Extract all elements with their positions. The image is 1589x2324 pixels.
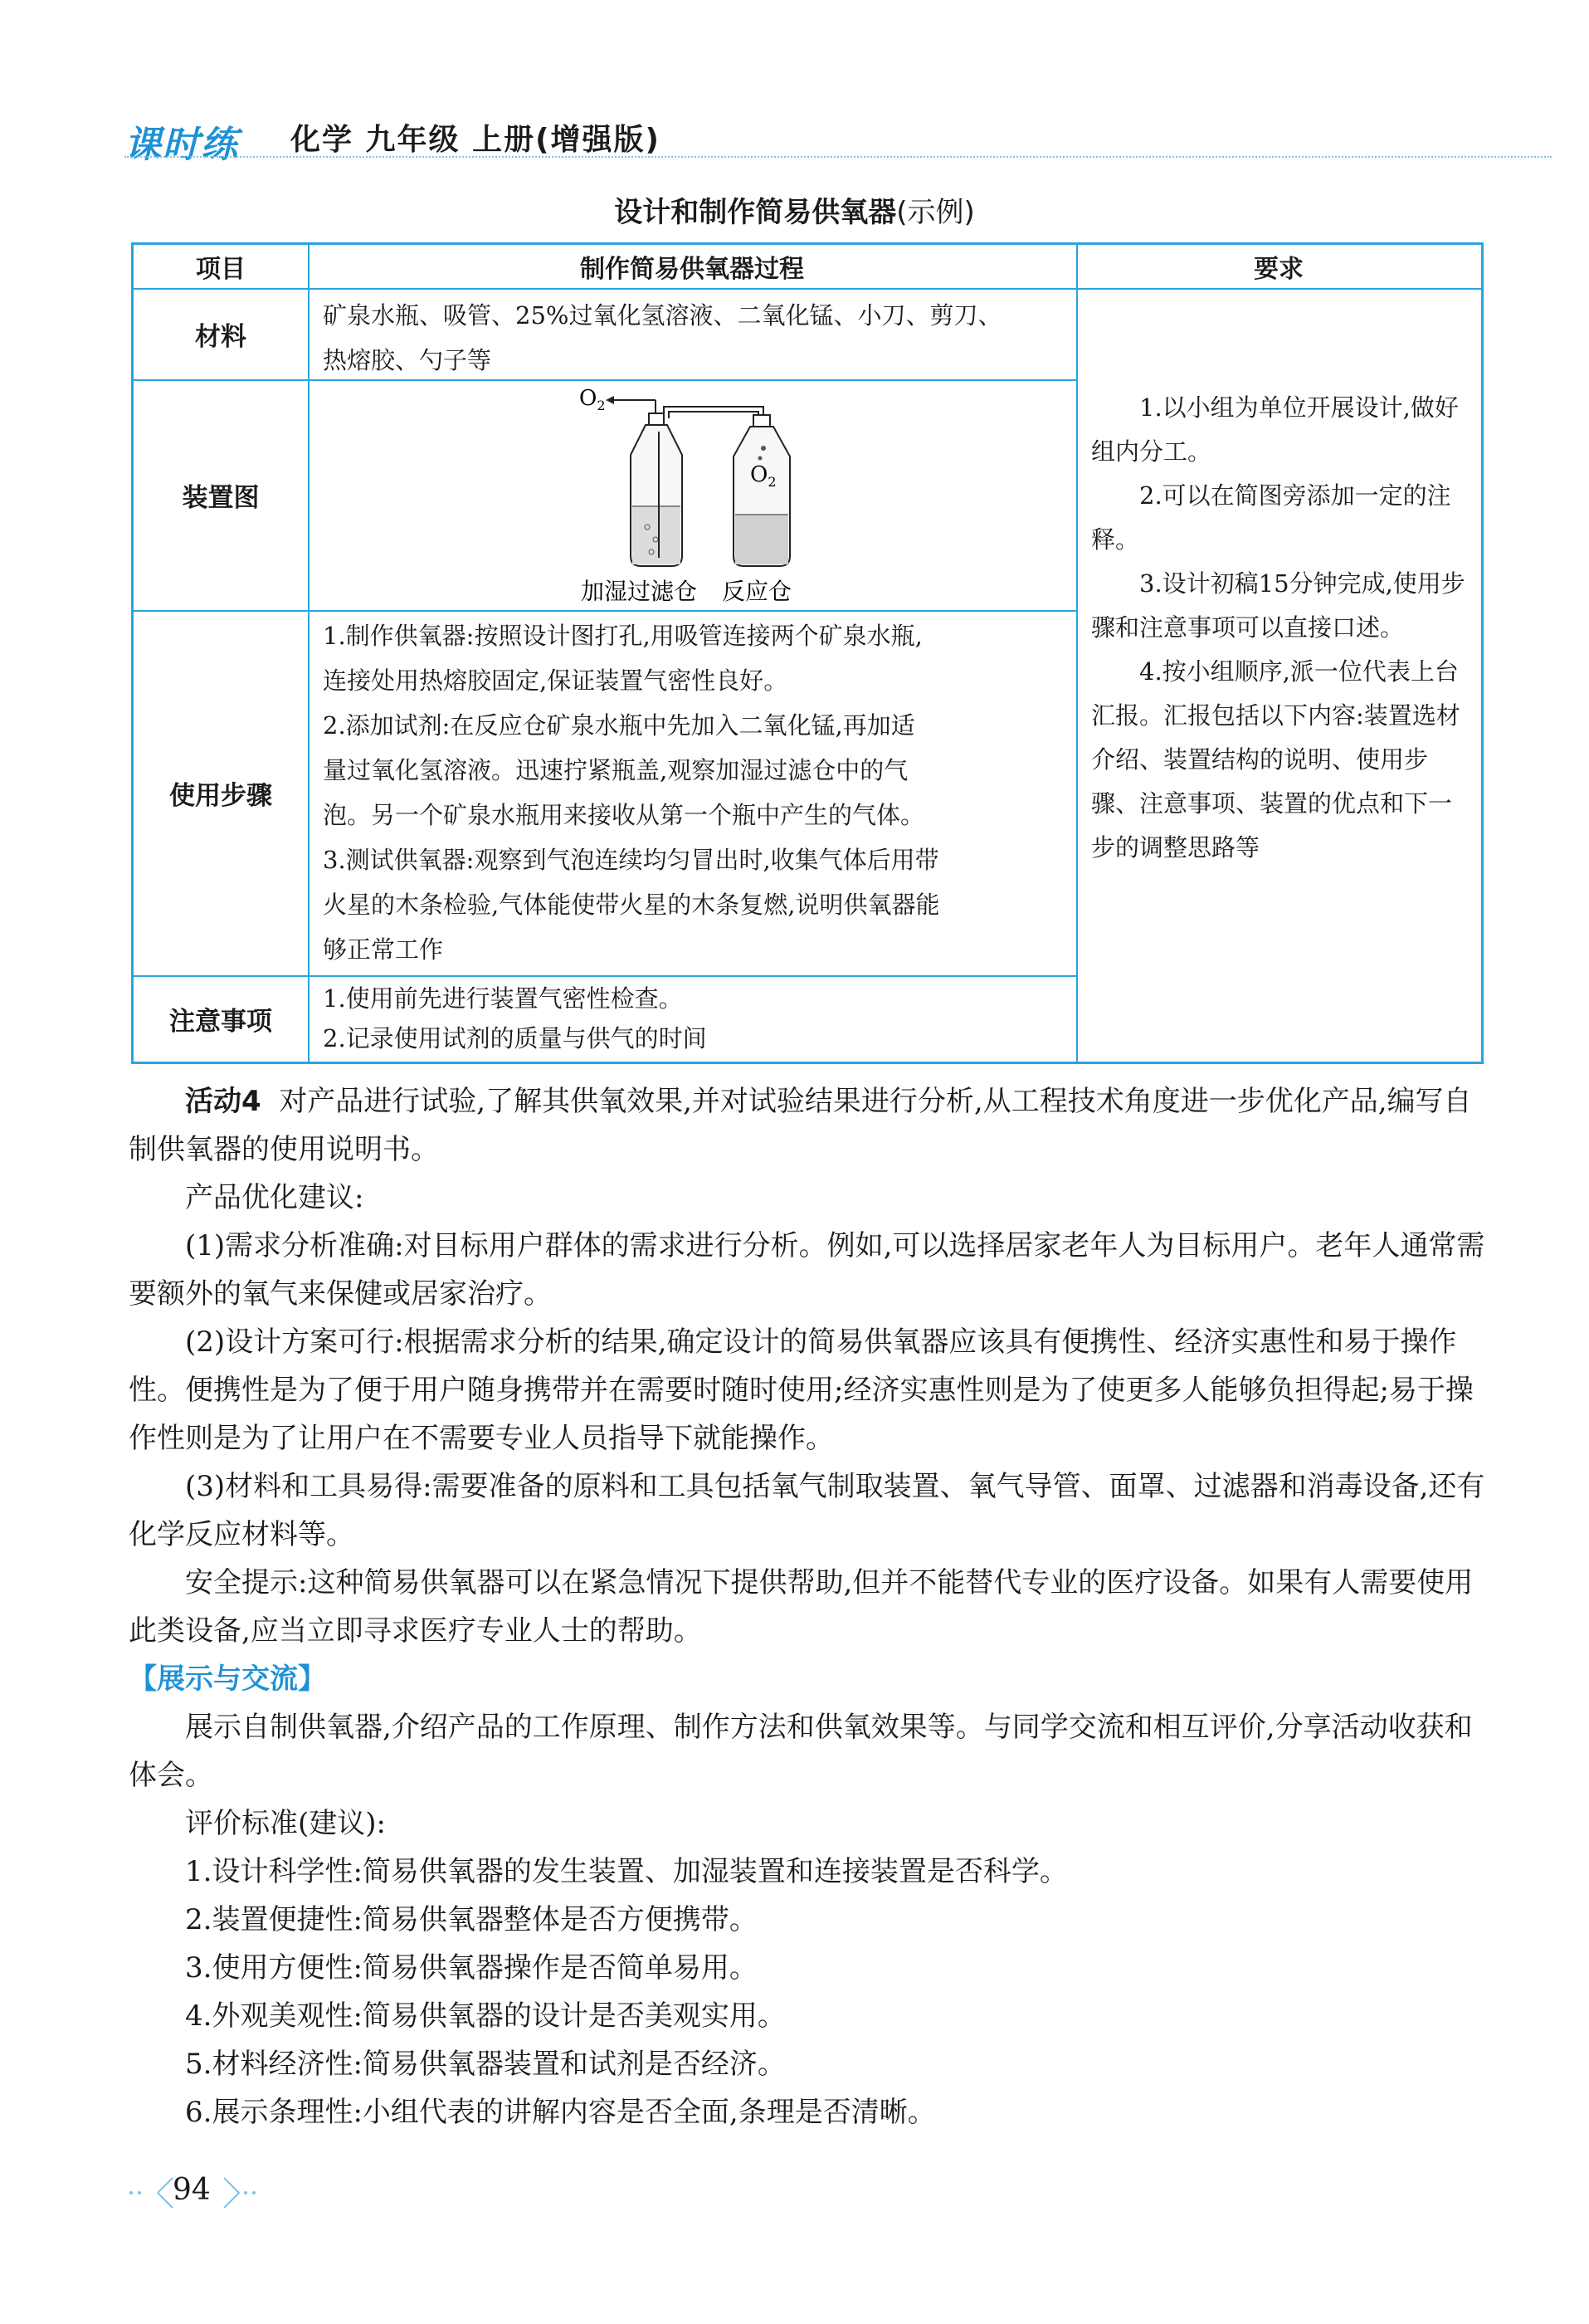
activity4-block [129, 1077, 1489, 2136]
table-title-note: (示例) [896, 196, 975, 229]
notes-line: 1.使用前先进行装置气密性检查。 [323, 984, 683, 1013]
header-divider [124, 156, 1552, 158]
optimization-item: (2)设计方案可行:根据需求分析的结果,确定设计的简易供氧器应该具有便携性、经济实惠性和易于操作性。便携性是为了便于用户随身携带并在需要时随时使用;经济实惠性则是为了使更多人能够负担得起;易于操作性则是为了让用户在不需要专业人员指导下就能操作。 [129, 1326, 1474, 1455]
brand-logo: 课时练 [124, 124, 239, 166]
requirement-item: 1.以小组为单位开展设计,做好组内分工。 [1091, 393, 1459, 466]
outlet-gas-label: $O_2$ [579, 386, 606, 413]
table-header-requirement: 要求 [1254, 255, 1304, 284]
materials-line: 矿泉水瓶、吸管、25%过氧化氢溶液、二氧化锰、小刀、剪刀、 [323, 301, 1002, 330]
table-title-text: 设计和制作简易供氧器 [614, 196, 897, 229]
row-label-notes: 注意事项 [169, 1006, 272, 1037]
row-label-diagram: 装置图 [182, 482, 260, 513]
criteria-item: 6.展示条理性:小组代表的讲解内容是否全面,条理是否清晰。 [185, 2096, 936, 2129]
exhibit-intro: 展示自制供氧器,介绍产品的工作原理、制作方法和供氧效果等。与同学交流和相互评价,分享活动收获和体会。 [129, 1711, 1473, 1792]
criteria-heading: 评价标准(建议): [185, 1807, 386, 1840]
oxygen-device-diagram [573, 382, 888, 606]
reactor-label: 反应仓 [722, 578, 792, 605]
requirement-item: 2.可以在简图旁添加一定的注释。 [1091, 481, 1451, 554]
steps-line: 2.添加试剂:在反应仓矿泉水瓶中先加入二氧化锰,再加适 [323, 711, 915, 740]
row-label-materials: 材料 [195, 321, 246, 352]
table-header-process: 制作简易供氧器过程 [580, 255, 804, 284]
materials-line: 热熔胶、勺子等 [323, 346, 492, 374]
steps-line: 连接处用热熔胶固定,保证装置气密性良好。 [323, 666, 788, 695]
criteria-item: 1.设计科学性:简易供氧器的发生装置、加湿装置和连接装置是否科学。 [185, 1855, 1068, 1888]
criteria-item: 4.外观美观性:简易供氧器的设计是否美观实用。 [185, 1999, 786, 2033]
table-title [0, 189, 1589, 230]
notes-cell [308, 975, 1076, 1062]
materials-cell [308, 288, 1076, 379]
optimization-heading: 产品优化建议: [185, 1181, 364, 1214]
safety-note: 安全提示:这种简易供氧器可以在紧急情况下提供帮助,但并不能替代专业的医疗设备。如果有人需要使用此类设备,应当立即寻求医疗专业人士的帮助。 [129, 1566, 1474, 1648]
design-table [131, 242, 1484, 1064]
criteria-item: 2.装置便捷性:简易供氧器整体是否方便携带。 [185, 1903, 758, 1936]
requirement-item: 3.设计初稿15分钟完成,使用步骤和注意事项可以直接口述。 [1091, 569, 1465, 642]
exhibit-section-tag: 【展示与交流】 [129, 1662, 326, 1696]
requirement-item: 4.按小组顺序,派一位代表上台汇报。汇报包括以下内容:装置选材介绍、装置结构的说明、使用步骤、注意事项、装置的优点和下一步的调整思路等 [1091, 657, 1460, 862]
steps-line: 量过氧化氢溶液。迅速拧紧瓶盖,观察加湿过滤仓中的气 [323, 756, 909, 784]
page-number: 94 [173, 2173, 211, 2207]
optimization-item: (1)需求分析准确:对目标用户群体的需求进行分析。例如,可以选择居家老年人为目标用户。老年人通常需要额外的氧气来保健或居家治疗。 [129, 1229, 1485, 1311]
steps-line: 火星的木条检验,气体能使带火星的木条复燃,说明供氧器能 [323, 891, 940, 919]
steps-line: 够正常工作 [323, 935, 444, 964]
table-header-item: 项目 [196, 255, 246, 284]
humidifier-label: 加湿过滤仓 [581, 578, 698, 605]
steps-line: 1.制作供氧器:按照设计图打孔,用吸管连接两个矿泉水瓶, [323, 622, 923, 650]
steps-cell [308, 610, 1076, 975]
book-subtitle: 化学 九年级 上册(增强版) [290, 123, 660, 157]
activity4-text: 对产品进行试验,了解其供氧效果,并对试验结果进行分析,从工程技术角度进一步优化产品,编写自制供氧器的使用说明书。 [129, 1085, 1472, 1166]
requirements-cell [1076, 386, 1481, 984]
optimization-item: (3)材料和工具易得:需要准备的原料和工具包括氧气制取装置、氧气导管、面罩、过滤器和消毒设备,还有化学反应材料等。 [129, 1470, 1485, 1551]
connecting-tube [664, 407, 763, 432]
row-label-steps: 使用步骤 [169, 780, 272, 811]
reactor-gas-label: $O_2$ [750, 462, 777, 490]
activity4-label: 活动4 [185, 1085, 261, 1118]
steps-line: 3.测试供氧器:观察到气泡连续均匀冒出时,收集气体后用带 [323, 846, 939, 874]
reactor-bottle [734, 415, 790, 566]
steps-line: 泡。另一个矿泉水瓶用来接收从第一个瓶中产生的气体。 [323, 801, 925, 829]
criteria-item: 3.使用方便性:简易供氧器操作是否简单易用。 [185, 1951, 758, 1985]
humidifier-bottle [631, 413, 682, 566]
arrow-icon [606, 396, 614, 404]
notes-line: 2.记录使用试剂的质量与供气的时间 [323, 1024, 707, 1052]
criteria-item: 5.材料经济性:简易供氧器装置和试剂是否经济。 [185, 2048, 786, 2081]
